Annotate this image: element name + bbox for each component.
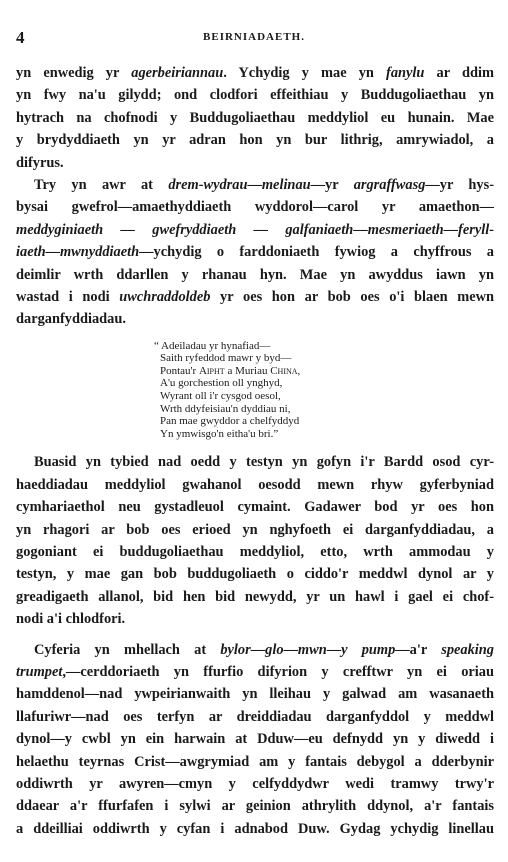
text-line: a ddeilliai oddiwrth y cyfan i adnabod Duw. Gydag ychydig linellau <box>16 820 494 837</box>
verse-line: Wrth ddyfeisiau'n dyddiau ni, <box>160 402 291 415</box>
running-head: BEIRNIADAETH. <box>203 31 305 43</box>
text-line: difyrus. <box>16 154 64 171</box>
text-line: deimlir wrth ddarllen y rhanau hyn. Mae yn awyddus iawn yn <box>16 266 494 283</box>
page-number: 4 <box>16 28 25 47</box>
paragraph-spacer <box>16 631 494 639</box>
verse-line: Yn ymwisgo'n eitha'u bri.” <box>160 427 279 440</box>
text-line: Cyferia yn mhellach at bylor—glo—mwn—y pump—a'r speaking <box>34 641 494 658</box>
text-line: haeddiadau meddyliol gwahanol oesodd mewn rhyw gyferbyniad <box>16 476 494 493</box>
text-line: dynol—y cwbl yn ein harwain at Dduw—eu defnydd yn y diwedd i <box>16 731 494 748</box>
text-line: llafuriwr—nad oes terfyn ar dreiddiadau darganfyddol y meddwl <box>16 708 494 725</box>
paragraph-1 <box>16 62 494 174</box>
page-header <box>0 28 508 48</box>
text-line: wastad i nodi uwchraddoldeb yr oes hon ar bob oes o'i blaen mewn <box>16 288 494 305</box>
text-line: yn rhagori ar bob oes erioed yn nghyfoeth ei darganfyddiadau, a <box>16 521 494 538</box>
paragraph-4 <box>16 639 494 841</box>
text-line: testyn, y mae gan bob buddugoliaeth o ciddo'r meddwl dynol ar y <box>16 566 494 583</box>
text-line: iaeth—mwnyddiaeth—ychydig o farddoniaeth fywiog a chyffrous a <box>16 244 494 261</box>
verse-line: Wyrant oll i'r cysgod oesol, <box>160 390 281 403</box>
paragraph-3 <box>16 451 494 630</box>
text-line: Buasid yn tybied nad oedd y testyn yn gofyn i'r Bardd osod cyr- <box>34 454 494 471</box>
text-line: hytrach na chofnodi y Buddugoliaethau meddyliol eu hunain. Mae <box>16 109 494 126</box>
text-line: darganfyddiadau. <box>16 311 126 328</box>
text-line: greadigaeth allanol, bid hen bid newydd, yr un hawl i gael ei chof- <box>16 588 494 605</box>
verse-line: A'u gorchestion oll ynghyd, <box>160 377 283 390</box>
text-line: cymhariaethol neu gystadleuol cymaint. Gadawer bod yr oes hon <box>16 499 494 516</box>
verse-line: Pan mae gwyddor a chelfyddyd <box>160 415 300 428</box>
text-line: gogoniant ei buddugoliaethau meddyliol, etto, wrth ammodau y <box>16 544 494 560</box>
verse-line: “ Adeiladau yr hynafiad— <box>154 339 271 352</box>
text-line: nodi a'i chlodfori. <box>16 611 126 628</box>
text-line: bysai gwefrol—amaethyddiaeth wyddorol—carol yr amaethon— <box>16 199 494 216</box>
text-line: y brydyddiaeth yn yr adran hon yn bur lithrig, amrywiadol, a <box>16 132 494 149</box>
text-line: oddiwrth yr awyren—cmyn y celfyddydwr wedi tramwy trwy'r <box>16 775 494 792</box>
verse-line: Saith ryfeddod mawr y byd— <box>160 352 292 365</box>
page-body <box>16 62 494 840</box>
verse-quote <box>154 340 494 441</box>
text-line: trumpet,—cerddoriaeth yn ffurfio difyrion y crefftwr yn ei oriau <box>16 663 494 680</box>
text-line: yn enwedig yr agerbeiriannau. Ychydig y mae yn fanylu ar ddim <box>16 65 494 81</box>
text-line: yn fwy na'u gilydd; ond clodfori effeithiau y Buddugoliaethau yn <box>16 87 494 104</box>
paragraph-2 <box>16 174 494 331</box>
verse-line: Pontau'r Aipht a Muriau China, <box>160 364 301 377</box>
text-line: ddaear a'r ffurfafen i sylwi ar geinion athrylith ddynol, a'r fantais <box>16 798 494 815</box>
text-line: meddyginiaeth — gwefryddiaeth — galfaniaeth—mesmeriaeth—feryll- <box>16 221 494 238</box>
text-line: helaethu teyrnas Crist—awgrymiad am y fantais debygol a dderbynir <box>16 753 494 770</box>
text-line: Try yn awr at drem-wydrau—melinau—yr argraffwasg—yr hys- <box>34 176 494 193</box>
text-line: hamddenol—nad ywpeirianwaith yn lleihau y galwad am wasanaeth <box>16 686 494 703</box>
